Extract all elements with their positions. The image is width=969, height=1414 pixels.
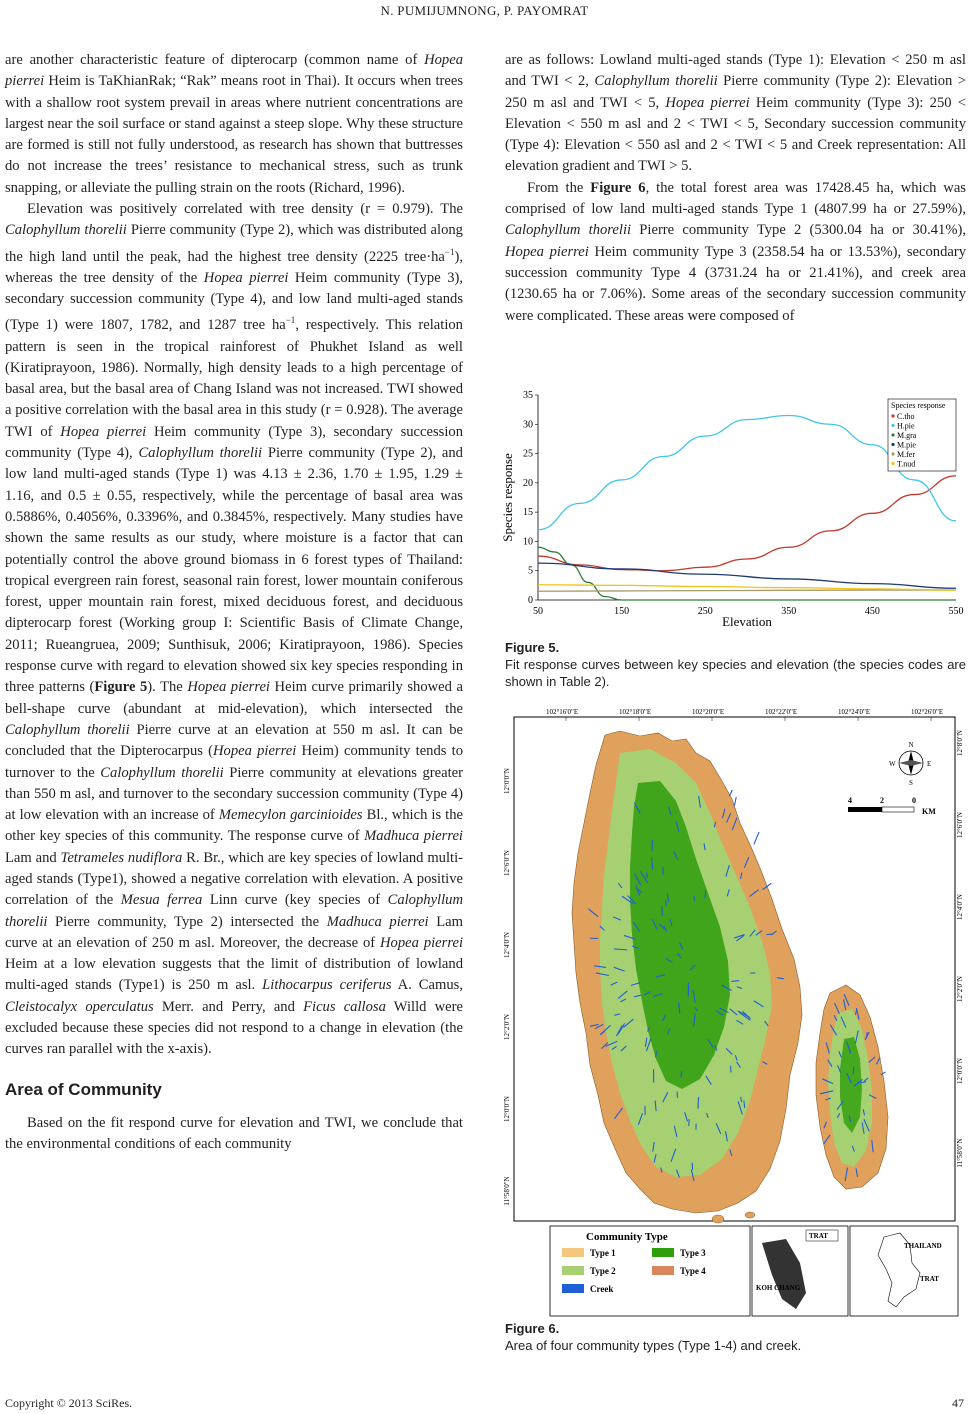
longitude-label: 102°24'0"E: [838, 708, 871, 716]
community-map: [500, 703, 968, 1319]
series-line-t-nud: [538, 585, 956, 590]
legend-label: Type 3: [680, 1248, 706, 1258]
longitude-label: 102°18'0"E: [619, 708, 652, 716]
svg-text:N: N: [908, 741, 914, 749]
latitude-label-left: 12°0'0"N: [503, 1096, 511, 1122]
y-tick-label: 0: [528, 595, 533, 606]
x-tick-label: 450: [864, 606, 880, 617]
y-tick-label: 30: [523, 419, 533, 431]
inset-trat-label: TRAT: [809, 1232, 828, 1240]
page-number: 47: [952, 1396, 964, 1410]
legend-marker: [891, 452, 894, 455]
legend-swatch: [562, 1266, 584, 1275]
x-tick-label: 150: [614, 606, 630, 617]
paragraph: are another characteristic feature of dipterocarp (common name of Hopea pierrei Heim is TaKhianRak; “Rak” means root in Thai). It occurs when trees with a shallow root system prevail in areas where nutrient concentrations are largest near the soil surface or stand against a steep slope. Why these structure are formed is still not fully understood, as research has shown that buttresses do not increase the trees’ resistance to mechanical stress, such as trunk snapping, or alleviate the pulling strain on the roots (Richard, 1996).: [5, 52, 463, 196]
footer-copyright: Copyright © 2013 SciRes.: [5, 1396, 133, 1410]
latitude-label-left: 12°0'0"N: [503, 768, 511, 794]
paragraph: are as follows: Lowland multi-aged stands (Type 1): Elevation < 250 m asl and TWI < 2, Calophyllum thorelii Pierre community (Type 2): Elevation > 250 m asl and TWI < 5, Hopea pierrei Heim community (Type 3): 250 < Elevation < 550 m asl and 2 < TWI < 5, Secondary succession community (Type 4): Elevation < 550 asl and 2 < TWI < 5 and Creek representation: All elevation gradient and TWI > 5.: [505, 52, 967, 175]
running-header: N. PUMIJUMNONG, P. PAYOMRAT: [380, 3, 589, 18]
legend-entry: M.pie: [897, 440, 916, 450]
y-tick-label: 20: [523, 477, 533, 489]
series-line-m-gra: [538, 547, 956, 600]
latitude-label-right: 11°58'0"N: [956, 1138, 964, 1168]
y-tick-label: 35: [523, 390, 533, 401]
creek-segment: [662, 906, 663, 916]
creek-segment: [647, 872, 648, 878]
legend-entry: T.nud: [897, 459, 916, 469]
legend-marker: [891, 443, 894, 446]
islet: [745, 1212, 755, 1218]
longitude-label: 102°22'0"E: [765, 708, 798, 716]
paragraph: Elevation was positively correlated with tree density (r = 0.979). The Calophyllum thorelii Pierre community (Type 2), which was distributed along the high land until the peak, had the highest tree density (2225 $tree\cdot ha^{-1}$), whereas the tree density of the Hopea pierrei Heim community (Type 3), secondary succession community (Type 4), and low land multi-aged stands (Type 1) were 1807, 1782, and 1287 tree $ha^{-1}$, respectively. This relation pattern is seen in the tropical rainforest of Phukhet Island as well (Kiratiprayoon, 1986). Normally, high density leads to a high percentage of basal area, but the basal area of Chang Island was not increased. TWI showed a positive correlation with the basal area in this study (r = 0.928). The average TWI of Hopea pierrei Heim community (Type 3), secondary succession community (Type 4), Calophyllum thorelii Pierre community (Type 2), and low land multi-aged stands (Type 1) was 4.13 ± 2.36, 1.70 ± 1.95, 1.29 ± 1.16, and 0.5 ± 0.55, respectively, while the percentage of basal area was 0.5886%, 0.4056%, 0.3396%, and 0.3845%, respectively. Many studies have shown the same results as our study, where moisture is a factor that can potentially control the above ground biomass in 6 forest types of Thailand: tropical evergreen rain forest, seasonal rain forest, lower mountain coniferous forest, upper mountain rain forest, mixed deciduous forest, and deciduous dipterocarp forest (Working group I: Scientific Basis of Climate Change, 2011; Rueangruea, 2009; Sunthisuk, 2006; Kiratiprayoon, 1986). Species response curve with regard to elevation showed six key species responding in three patterns (Figure 5). The Hopea pierrei Heim curve primarily showed a bell-shape curve (abundant at mid-elevation), which intersected the Calophyllum thorelii Pierre curve at an elevation at 550 m asl. It can be concluded that the Dipterocarpus (Hopea pierrei Heim) community tends to turnover to the Calophyllum thorelii Pierre community at elevations greater than 550 m asl, and turnover to the secondary succession community (Type 4) at low elevation with an increase of Memecylon garcinioides Bl., which is the other key species of this community. The response curve of Madhuca pierrei Lam and Tetrameles nudiflora R. Br., which are key species of lowland multi-aged stands (Type1), showed a negative correlation with elevation. A positive correlation of the Mesua ferrea Linn curve (key species of Calophyllum thorelii Pierre community, Type 2) intersected the Madhuca pierrei Lam curve at an elevation of 250 m asl. Moreover, the decrease of Hopea pierrei Heim at a low elevation suggests that the limit of distribution of lowland multi-aged stands (Type1) is 250 m asl. Lithocarpus ceriferus A. Camus, Cleistocalyx operculatus Merr. and Perry, and Ficus callosa Willd were excluded because these species did not respond to a change in elevation (the curves ran parallel with the x-axis).: [5, 201, 464, 1058]
left-column: [5, 50, 463, 1156]
series-line-m-fer: [538, 590, 956, 591]
x-tick-label: 550: [948, 606, 964, 617]
svg-text:W: W: [889, 760, 896, 768]
latitude-label-left: 12°2'0"N: [503, 1014, 511, 1040]
legend-swatch: [562, 1284, 584, 1293]
x-tick-label: 350: [781, 606, 797, 617]
latitude-label-left: 12°4'0"N: [503, 932, 511, 958]
legend-entry: M.fer: [897, 450, 915, 459]
legend-entry: C.tho: [897, 412, 915, 421]
creek-segment: [853, 1067, 854, 1075]
latitude-label-right: 12°4'0"N: [956, 894, 964, 920]
right-column: [505, 50, 966, 327]
x-tick-label: 50: [533, 606, 543, 617]
creek-segment: [698, 1097, 699, 1109]
legend-marker: [891, 433, 894, 436]
legend-label: Type 4: [680, 1266, 706, 1276]
legend-label: Creek: [590, 1284, 614, 1294]
svg-text:2: 2: [880, 796, 884, 805]
legend-entry: H.pie: [897, 421, 915, 431]
species-response-chart: [500, 383, 968, 630]
creek-segment: [652, 840, 653, 851]
chart-legend-title: Species response: [891, 401, 946, 410]
paragraph: From the Figure 6, the total forest area was 17428.45 ha, which was comprised of low land multi-aged stands Type 1 (4807.99 ha or 27.59%), Calophyllum thorelii Pierre community Type 2 (5300.04 ha or 30.41%), Hopea pierrei Heim community Type 3 (2358.54 ha or 13.53%), secondary succession community Type 4 (3731.24 ha or 21.41%), and creek area (1230.65 ha or 7.06%). Some areas of the secondary succession community were complicated. These areas were composed of: [505, 179, 967, 324]
y-tick-label: 25: [523, 448, 533, 460]
figure5-caption: Fit response curves between key species and elevation (the species codes are shown in Table 2).: [505, 657, 966, 689]
islet: [712, 1215, 724, 1223]
creek-segment: [741, 1097, 742, 1102]
legend-swatch: [652, 1266, 674, 1275]
latitude-label-right: 12°6'0"N: [956, 812, 964, 838]
creek-segment: [730, 1066, 731, 1073]
longitude-label: 102°16'0"E: [546, 708, 579, 716]
map-legend-title: Community Type: [586, 1231, 668, 1243]
x-axis-label: Elevation: [722, 614, 772, 629]
legend-marker: [891, 462, 894, 465]
y-axis-label: Species response: [500, 453, 515, 542]
legend-swatch: [652, 1248, 674, 1257]
x-tick-label: 250: [697, 606, 713, 617]
creek-segment: [694, 896, 695, 901]
series-line-c-tho: [538, 476, 956, 571]
latitude-label-left: 11°58'0"N: [503, 1176, 511, 1206]
section-heading: Area of Community: [5, 1079, 162, 1099]
svg-text:S: S: [909, 779, 913, 787]
inset-trat-small-label: TRAT: [920, 1275, 939, 1283]
figure6-caption: Area of four community types (Type 1-4) and creek.: [505, 1338, 802, 1353]
svg-text:0: 0: [912, 796, 916, 805]
figure5-label: Figure 5.: [505, 640, 560, 655]
longitude-label: 102°20'0"E: [692, 708, 725, 716]
legend-label: Type 1: [590, 1248, 616, 1258]
legend-marker: [891, 414, 894, 417]
legend-marker: [891, 424, 894, 427]
paragraph: Based on the fit respond curve for elevation and TWI, we conclude that the environmental conditions of each community: [5, 1114, 463, 1153]
y-tick-label: 15: [523, 507, 533, 519]
latitude-label-left: 12°6'0"N: [503, 850, 511, 876]
latitude-label-right: 12°0'0"N: [956, 1058, 964, 1084]
svg-text:E: E: [927, 760, 932, 768]
svg-text:4: 4: [848, 796, 852, 805]
latitude-label-right: 12°8'0"N: [956, 730, 964, 756]
legend-label: Type 2: [590, 1266, 616, 1276]
svg-text:KM: KM: [922, 807, 936, 816]
legend-swatch: [562, 1248, 584, 1257]
inset-kohchang-label: KOH CHANG: [756, 1284, 801, 1292]
latitude-label-right: 12°2'0"N: [956, 976, 964, 1002]
y-tick-label: 10: [523, 536, 533, 548]
y-tick-label: 5: [528, 565, 533, 577]
inset-thailand-label: THAILAND: [904, 1242, 942, 1250]
figure6-label: Figure 6.: [505, 1321, 560, 1336]
legend-entry: M.gra: [897, 431, 917, 440]
longitude-label: 102°26'0"E: [911, 708, 944, 716]
